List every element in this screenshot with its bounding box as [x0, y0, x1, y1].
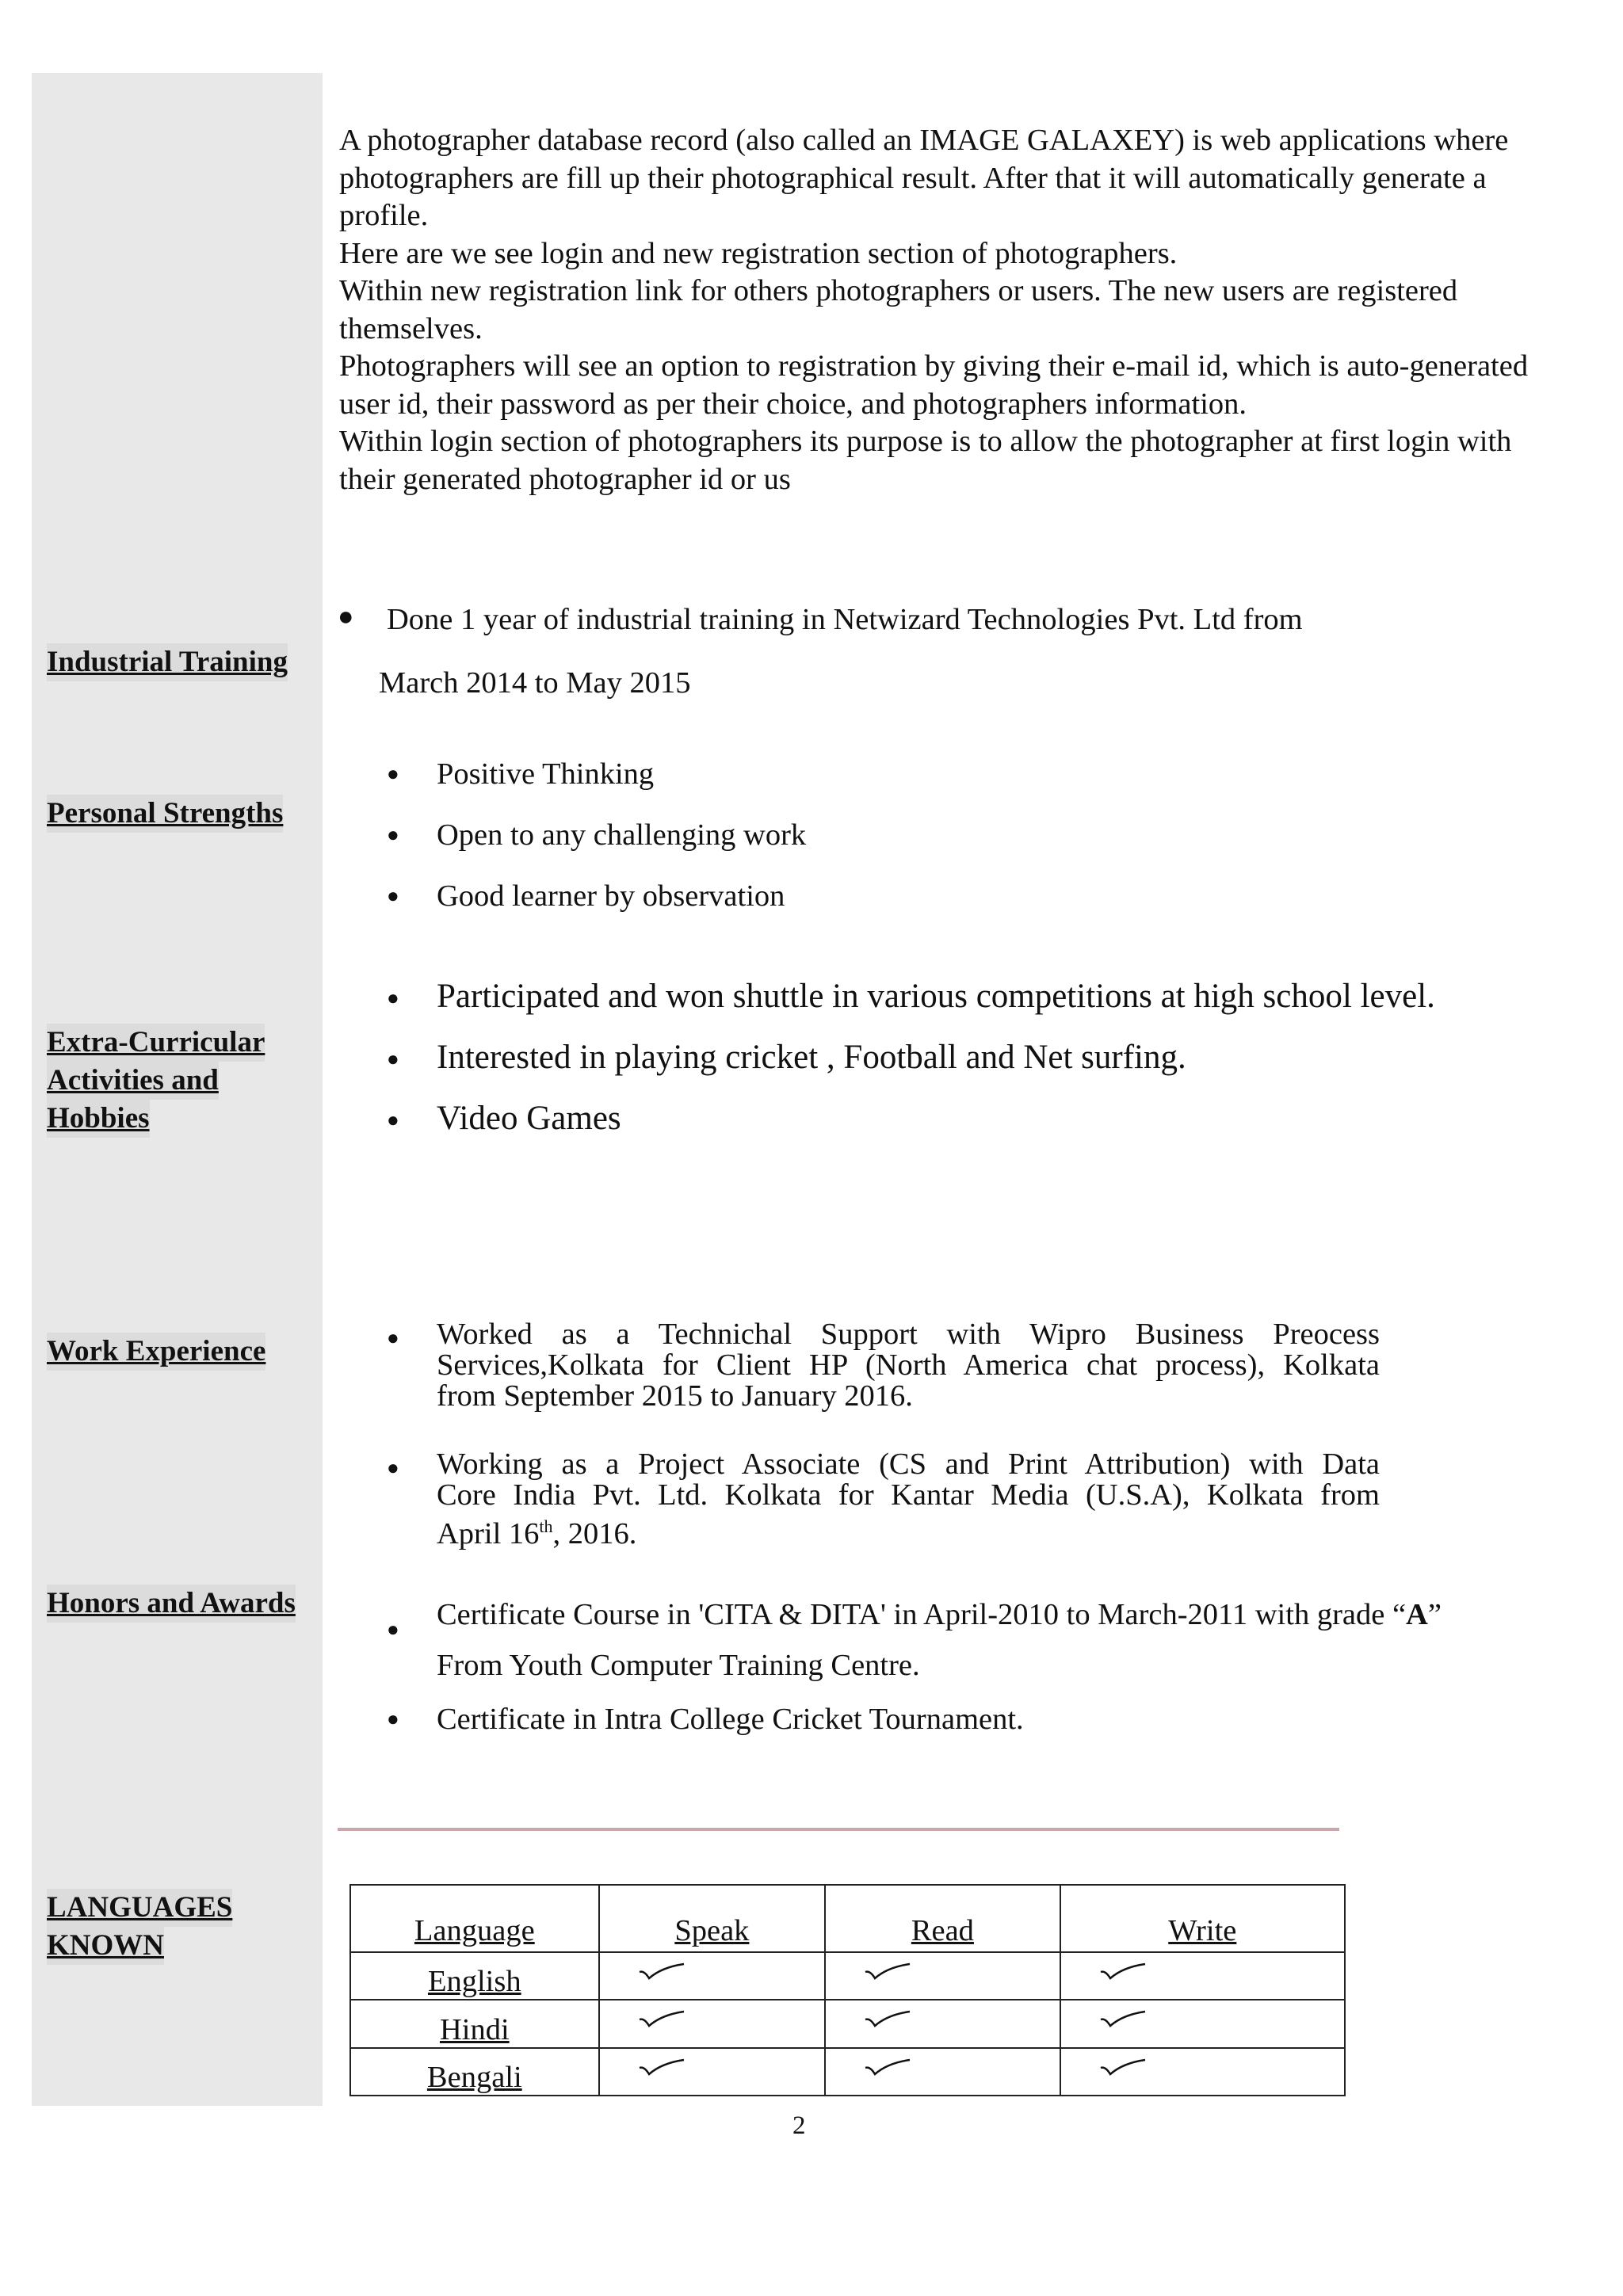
checkmark-icon [864, 2057, 911, 2077]
table-header-row [350, 1885, 1345, 1952]
project-description [339, 122, 1607, 498]
intro-line: photographers are fill up their photographical result. After that it will automatically generate a [339, 161, 1487, 195]
header-speak: Speak [599, 1885, 826, 1952]
section-label-extra-curricular: Extra-Curricular [47, 1024, 265, 1062]
header-language: Language [350, 1885, 599, 1952]
bullet-icon: ● [387, 823, 399, 846]
bullet-icon: ● [387, 1707, 399, 1730]
list-item: Positive Thinking [437, 757, 655, 791]
checkmark-icon [638, 1961, 685, 1981]
speak-cell [599, 2000, 826, 2047]
section-label-honors: Honors and Awards [47, 1585, 296, 1623]
bullet-icon: ● [387, 1047, 399, 1070]
work-line: Working as a Project Associate (CS and Print Attribution) with Data [437, 1447, 1380, 1481]
section-label-extra-curricular: Activities and [47, 1062, 219, 1100]
intro-line: Here are we see login and new registration section of photographers. [339, 236, 1178, 270]
read-cell [825, 2000, 1060, 2047]
bullet-icon: ● [387, 884, 399, 907]
language-name: Bengali [350, 2048, 599, 2096]
section-label-industrial-training: Industrial Training [47, 643, 288, 681]
work-line: Core India Pvt. Ltd. Kolkata for Kantar Media (U.S.A), Kolkata from [437, 1478, 1380, 1512]
checkmark-icon [638, 2057, 685, 2077]
write-cell [1060, 2048, 1345, 2096]
table-row [350, 1952, 1345, 2000]
work-line: from September 2015 to January 2016. [437, 1379, 913, 1413]
bullet-icon: ● [387, 1326, 399, 1349]
speak-cell [599, 1952, 826, 2000]
intro-line: themselves. [339, 311, 483, 345]
honor-item: Certificate in Intra College Cricket Tournament. [437, 1703, 1024, 1736]
section-label-extra-curricular: Hobbies [47, 1100, 150, 1138]
list-item: Interested in playing cricket , Football and Net surfing. [437, 1039, 1186, 1076]
read-cell [825, 1952, 1060, 2000]
training-dates: March 2014 to May 2015 [379, 666, 691, 700]
list-item: Good learner by observation [437, 879, 785, 913]
honor-item-continued: From Youth Computer Training Centre. [437, 1649, 920, 1682]
section-label-work-experience: Work Experience [47, 1333, 265, 1371]
work-item-datacore [437, 1449, 1380, 1550]
checkmark-icon [638, 2008, 685, 2029]
intro-line: their generated photographer id or us [339, 462, 791, 496]
intro-line: Within new registration link for others photographers or users. The new users are registered [339, 274, 1458, 307]
work-line: Services,Kolkata for Client HP (North America chat process), Kolkata [437, 1348, 1380, 1382]
work-item-wipro [437, 1319, 1380, 1412]
list-item: Video Games [437, 1100, 621, 1137]
intro-line: Photographers will see an option to registration by giving their e-mail id, which is auto-generated [339, 349, 1529, 383]
section-label-personal-strengths: Personal Strengths [47, 795, 283, 833]
read-cell [825, 2048, 1060, 2096]
table-row [350, 2000, 1345, 2047]
intro-line: Within login section of photographers its purpose is to allow the photographer at first login with [339, 425, 1512, 458]
write-cell [1060, 2000, 1345, 2047]
checkmark-icon [864, 2008, 911, 2029]
bullet-icon: ● [387, 762, 399, 785]
checkmark-icon [1099, 2008, 1147, 2029]
checkmark-icon [1099, 1961, 1147, 1981]
write-cell [1060, 1952, 1345, 2000]
work-line: Worked as a Technichal Support with Wipro Business Preocess [437, 1318, 1380, 1351]
table-row [350, 2048, 1345, 2096]
list-item: Open to any challenging work [437, 818, 807, 852]
work-line: April 16th, 2016. [437, 1516, 637, 1550]
page-number: 2 [792, 2111, 806, 2140]
intro-line: A photographer database record (also called an IMAGE GALAXEY) is web applications where [339, 124, 1509, 157]
speak-cell [599, 2048, 826, 2096]
checkmark-icon [1099, 2057, 1147, 2077]
section-label-languages: KNOWN [47, 1927, 164, 1965]
language-name: English [350, 1952, 599, 2000]
bullet-icon: ● [387, 986, 399, 1009]
intro-line: user id, their password as per their choice, and photographers information. [339, 387, 1247, 421]
list-item: Participated and won shuttle in various competitions at high school level. [437, 978, 1435, 1015]
intro-line: profile. [339, 199, 429, 232]
honor-item: Certificate Course in 'CITA & DITA' in April-2010 to March-2011 with grade “A” [437, 1598, 1442, 1631]
section-label-languages: LANGUAGES [47, 1889, 232, 1927]
language-name: Hindi [350, 2000, 599, 2047]
bullet-icon: ● [387, 1456, 399, 1479]
bullet-icon: ● [387, 1108, 399, 1131]
languages-table [349, 1884, 1346, 2096]
header-read: Read [825, 1885, 1060, 1952]
bullet-icon: ● [338, 602, 354, 631]
checkmark-icon [864, 1961, 911, 1981]
training-text: Done 1 year of industrial training in Netwizard Technologies Pvt. Ltd from [387, 603, 1303, 636]
header-write: Write [1060, 1885, 1345, 1952]
bullet-icon: ● [387, 1618, 399, 1641]
horizontal-divider [338, 1828, 1339, 1831]
